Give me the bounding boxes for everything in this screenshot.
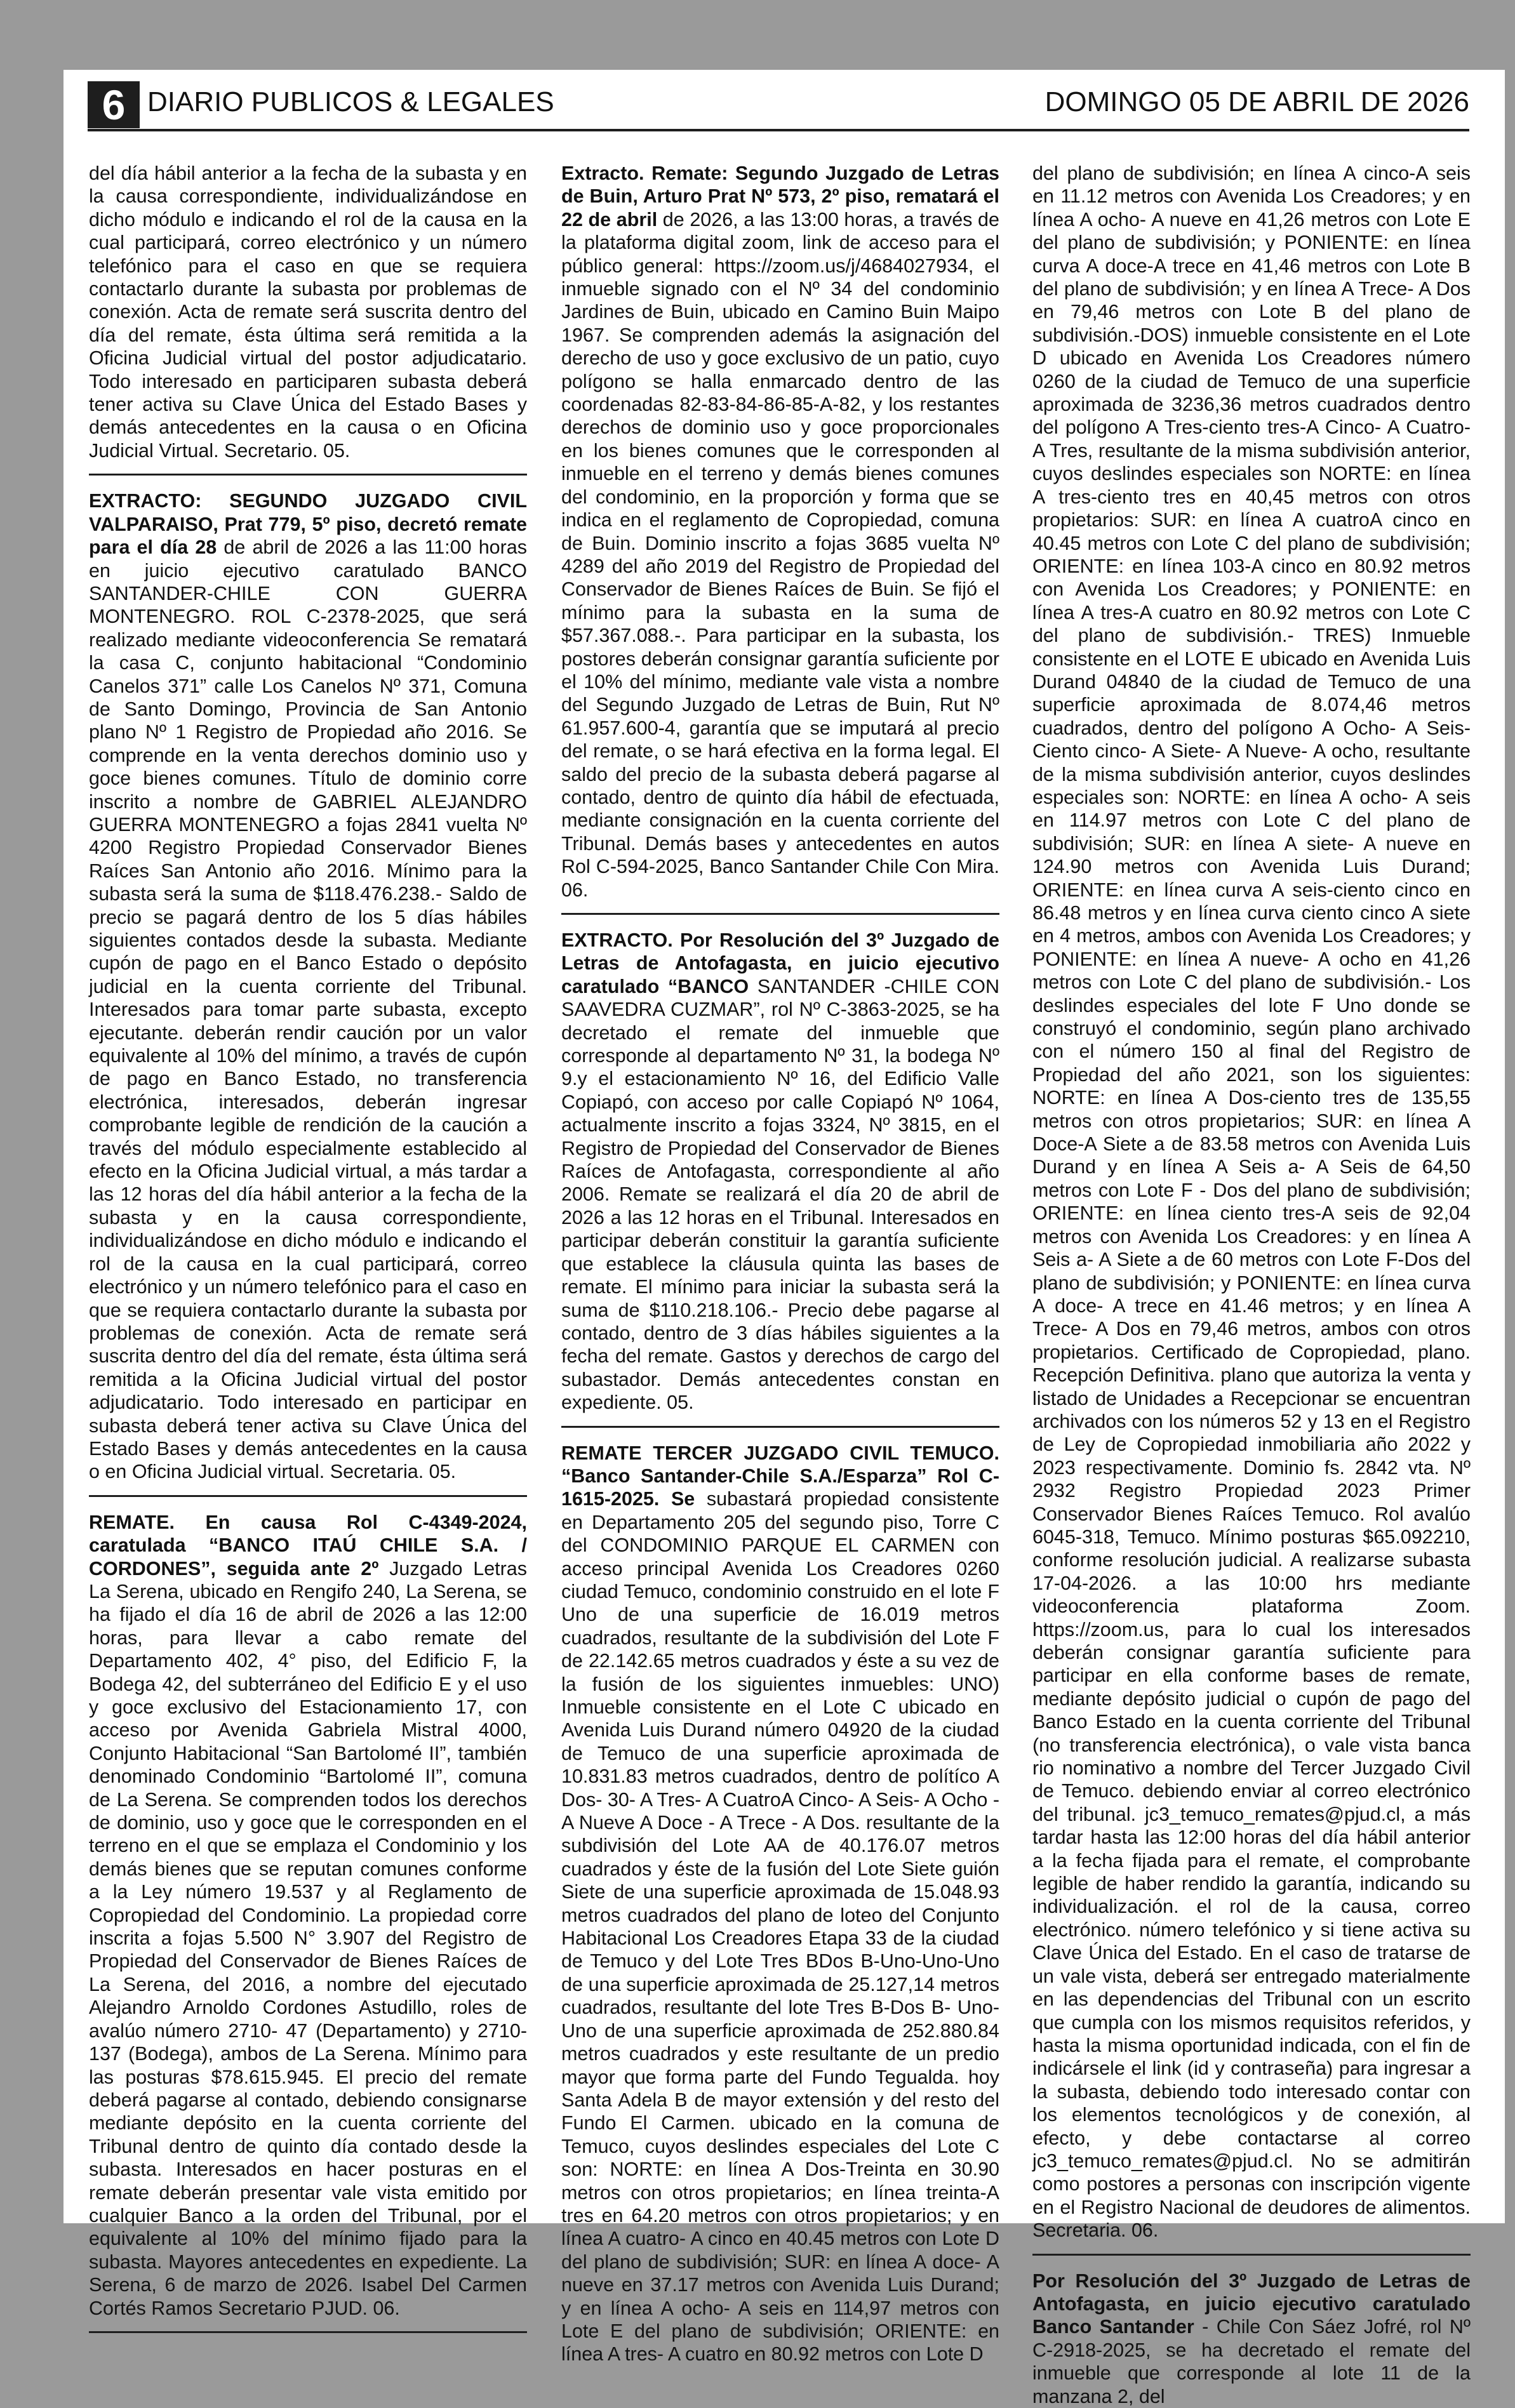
page-number: 6 xyxy=(88,81,140,128)
column-3 xyxy=(1032,162,1471,2407)
notice: REMATE TERCER JUZGADO CIVIL TEMUCO. “Banco Santander-Chile S.A./Esparza” Rol C-1615-2025. Se subastará propiedad consistente en Departamento 205 del segundo piso, Torre C del CONDOMINIO PARQUE EL CARMEN con acceso principal Avenida Los Creadores 0260 ciudad Temuco, condominio construido en el lote F Uno de una superficie de 16.019 metros cuadrados, resultante de la subdivisión del Lote F de 22.142.65 metros cuadrados y éste a su vez de la fusión de los siguientes inmuebles: UNO) Inmueble consistente en el Lote C ubicado en Avenida Luis Durand número 04920 de la ciudad de Temuco de una superficie aproximada de 10.831.83 metros cuadrados, dentro de polítíco A Dos- 30- A Tres- A CuatroA Cinco- A Seis- A Ocho - A Nueve A Doce - A Trece - A Dos. resultante de la subdivisión del Lote AA de 40.176.07 metros cuadrados y éste de la fusión del Lote Siete guión Siete de una superficie aproximada de 15.048.93 metros cuadrados del plano de loteo del Conjunto Habitacional Los Creadores Etapa 33 de la ciudad de Temuco y del Lote Tres BDos B-Uno-Uno-Uno de una superficie aproximada de 25.127,14 metros cuadrados, resultante del lote Tres B-Dos B- Uno- Uno de una superficie aproximada de 252.880.84 metros cuadrados y este resultante de un predio mayor que forma parte del Fundo Tegualda. hoy Santa Adela B de mayor extensión y del resto del Fundo El Carmen. ubicado en la comuna de Temuco, cuyos deslindes especiales del Lote C son: NORTE: en línea A Dos-Treinta en 30.90 metros con otros propietarios; en línea treinta-A tres en 64.20 metros con otros propietarios; y en línea A cuatro- A cinco en 40.45 metros con Lote D del plano de subdivisión; SUR: en línea A doce- A nueve en 37.17 metros con Avenida Luis Durand; y en línea A ocho- A seis en 114,97 metros con Lote E del plano de subdivisión; ORIENTE: en línea A tres- A cuatro en 80.92 metros con Lote D xyxy=(561,1442,999,2365)
publication-title: DIARIO PUBLICOS & LEGALES xyxy=(147,86,554,117)
notice-separator xyxy=(561,1426,999,1428)
publication-date: DOMINGO 05 DE ABRIL DE 2026 xyxy=(1044,86,1469,117)
notice: del plano de subdivisión; en línea A cinco-A seis en 11.12 metros con Avenida Los Creadores; y en línea A ocho- A nueve en 41,26 metros con Lote E del plano de subdivisión; y PONIENTE: en línea curva A doce-A trece en 41,46 metros con Lote B del plano de subdivisión; y en línea A Trece- A Dos en 79,46 metros con Lote B del plano de subdivisión.-DOS) inmueble consistente en el Lote D ubicado en Avenida Los Creadores número 0260 de la ciudad de Temuco de una superficie aproximada de 3236,36 metros cuadrados dentro del polígono A Tres-ciento tres-A Cinco- A Cuatro- A Tres, resultante de la misma subdivisión anterior, cuyos deslindes especiales son NORTE: en línea A tres-ciento tres en 40,45 metros con otros propietarios: SUR: en línea A cuatroA cinco en 40.45 metros con Lote C del plano de subdivisión; ORIENTE: en línea 103-A cinco en 80.92 metros con Avenida Los Creadores; y PONIENTE: en línea A tres-A cuatro en 80.92 metros con Lote C del plano de subdivisión.- TRES) Inmueble consistente en el LOTE E ubicado en Avenida Luis Durand 04840 de la ciudad de Temuco de una superficie aproximada de 8.074,46 metros cuadrados, dentro del polígono A Ocho- A Seis- Ciento cinco- A Siete- A Nueve- A ocho, resultante de la misma subdivisión anterior, cuyos deslindes especiales son: NORTE: en línea A ocho- A seis en 114.97 metros con Lote C del plano de subdivisión; SUR: en línea A siete- A nueve en 124.90 metros con Avenida Luis Durand; ORIENTE: en línea curva A seis-ciento cinco en 86.48 metros y en línea curva ciento cinco A siete en 4 metros, ambos con Avenida Los Creadores; y PONIENTE: en línea A nueve- A ocho en 41,26 metros con Lote C del plano de subdivisión.- Los deslindes especiales del lote F Uno donde se construyó el condominio, según plano archivado con el número 150 al final del Registro de Propiedad del año 2021, son los siguientes: NORTE: en línea A Dos-ciento tres de 135,55 metros con otros propietarios; SUR: en línea A Doce-A Siete a de 83.58 metros con Avenida Luis Durand y en línea A Seis a- A Seis de 64,50 metros con Lote F - Dos del plano de subdivisión; ORIENTE: en línea ciento tres-A seis de 92,04 metros con Avenida Los Creadores: y en línea A Seis a- A Siete a de 60 metros con Lote F-Dos del plano de subdivisión; y PONIENTE: en línea curva A doce- A trece en 41.46 metros; y en línea A Trece- A Dos en 79,46 metros, ambos con otros propietarios. Certificado de Copropiedad, plano. Recepción Definitiva. plano que autoriza la venta y listado de Unidades a Recepcionar se encuentran archivados con los números 52 y 13 en el Registro de Ley de Copropiedad inmobiliaria año 2022 y 2023 respectivamente. Dominio fs. 2842 vta. Nº 2932 Registro Propiedad 2023 Primer Conservador Bienes Raíces Temuco. Rol avalúo 6045-318, Temuco. Mínimo posturas $65.092210, conforme resolución judicial. A realizarse subasta 17-04-2026. a las 10:00 hrs mediante videoconferencia plataforma Zoom. https://zoom.us, para lo cual los interesados deberán consignar garantía suficiente para participar en ella conforme bases de remate, mediante depósito judicial o cupón de pago del Banco Estado en la cuenta corriente del Tribunal (no transferencia electrónica), o vale vista banca rio nominativo a nombre del Tercer Juzgado Civil de Temuco. debiendo enviar al correo electrónico del tribunal. jc3_temuco_remates@pjud.cl, a más tardar hasta las 12:00 horas del día hábil anterior a la fecha fijada para el remate, el comprobante legible de haber rendido la garantía, indicando su individualización. el rol de la causa, correo electrónico. número telefónico y si tiene activa su Clave Única del Estado. En el caso de tratarse de un vale vista, deberá ser entregado materialmente en las dependencias del Tribunal con un escrito que cumpla con los mismos requisitos referidos, y hasta la misma oportunidad indicada, con el fin de indicársele el link (id y contraseña) para ingresar a la subasta, debiendo todo interesado contar con los elementos tecnológicos y de conexión, al efecto, y debe contactarse al correo jc3_temuco_remates@pjud.cl. No se admitirán como postores a personas con inscripción vigente en el Registro Nacional de deudores de alimentos. Secretaria. 06. xyxy=(1032,163,1471,2242)
column-1 xyxy=(89,162,528,2319)
notice: REMATE. En causa Rol C-4349-2024, caratulada “BANCO ITAÚ CHILE S.A. / CORDONES”, seguida ante 2º Juzgado Letras La Serena, ubicado en Rengifo 240, La Serena, se ha fijado el día 16 de abril de 2026 a las 12:00 horas, para llevar a cabo remate del Departamento 402, 4° piso, del Edificio F, la Bodega 42, del subterráneo del Edificio E y el uso y goce exclusivo del Estacionamiento 17, con acceso por Avenida Gabriela Mistral 4000, Conjunto Habitacional “San Bartolomé II”, también denominado Condominio “Bartolomé II”, comuna de La Serena. Se comprenden todos los derechos de dominio, uso y goce que le corresponden en el terreno en el que se emplaza el Condominio y los demás bienes que se reputan comunes conforme a la Ley número 19.537 y al Reglamento de Copropiedad del Condominio. La propiedad corre inscrita a fojas 5.500 N° 3.907 del Registro de Propiedad del Conservador de Bienes Raíces de La Serena, del 2016, a nombre del ejecutado Alejandro Arnoldo Cordones Astudillo, roles de avalúo número 2710- 47 (Departamento) y 2710-137 (Bodega), ambos de La Serena. Mínimo para las posturas $78.615.945. El precio del remate deberá pagarse al contado, debiendo consignarse mediante depósito en la cuenta corriente del Tribunal dentro de quinto día contado desde la subasta. Interesados en hacer posturas en el remate deberán presentar vale vista emitido por cualquier Banco a la orden del Tribunal, por el equivalente al 10% del mínimo fijado para la subasta. Mayores antecedentes en expediente. La Serena, 6 de marzo de 2026. Isabel Del Carmen Cortés Ramos Secretario PJUD. 06. xyxy=(89,1511,528,2319)
notice-separator xyxy=(89,2331,527,2333)
column-2 xyxy=(561,162,1000,2365)
notice-separator xyxy=(1032,2254,1471,2256)
notice: Extracto. Remate: Segundo Juzgado de Letras de Buin, Arturo Prat Nº 573, 2º piso, rematará el 22 de abril de 2026, a las 13:00 horas, a través de la plataforma digital zoom, link de acceso para el público general: https://zoom.us/j/4684027934, el inmueble signado con el Nº 34 del condominio Jardines de Buin, ubicado en Camino Buin Maipo 1967. Se comprenden además la asignación del derecho de uso y goce exclusivo de un patio, cuyo polígono se halla enmarcado dentro de las coordenadas 82-83-84-86-85-A-82, y los restantes derechos de dominio uso y goce proporcionales en los bienes comunes que le corresponden al inmueble en el terreno y demás bienes comunes del condominio, en la proporción y forma que se indica en el reglamento de Copropiedad, comuna de Buin. Dominio inscrito a fojas 3685 vuelta Nº 4289 del año 2019 del Registro de Propiedad del Conservador de Bienes Raíces de Buin. Se fijó el mínimo para la subasta en la suma de $57.367.088.-. Para participar en la subasta, los postores deberán consignar garantía suficiente por el 10% del mínimo, mediante vale vista a nombre del Segundo Juzgado de Letras de Buin, Rut Nº 61.957.600-4, garantía que se imputará al precio del remate, o se hará efectiva en la forma legal. El saldo del precio de la subasta deberá pagarse al contado, dentro de quinto día hábil de efectuada, mediante consignación en la cuenta corriente del Tribunal. Demás bases y antecedentes en autos Rol C-594-2025, Banco Santander Chile Con Mira. 06. xyxy=(561,163,999,901)
notice-separator xyxy=(89,1495,527,1497)
page-header xyxy=(0,0,1515,136)
notice-separator xyxy=(561,913,999,915)
notice-separator xyxy=(89,474,527,476)
notice: EXTRACTO. Por Resolución del 3º Juzgado de Letras de Antofagasta, en juicio ejecutivo caratulado “BANCO SANTANDER -CHILE CON SAAVEDRA CUZMAR”, rol Nº C-3863-2025, se ha decretado el remate del inmueble que corresponde al departamento Nº 31, la bodega Nº 9.y el estacionamiento Nº 16, del Edificio Valle Copiapó, con acceso por calle Copiapó Nº 1064, actualmente inscrito a fojas 3324, Nº 3815, en el Registro de Propiedad del Conservador de Bienes Raíces de Antofagasta, correspondiente al año 2006. Remate se realizará el día 20 de abril de 2026 a las 12 horas en el Tribunal. Interesados en participar deberán constituir la garantía suficiente que establece la cláusula quinta las bases de remate. El mínimo para iniciar la subasta será la suma de $110.218.106.- Precio debe pagarse al contado, dentro de 3 días hábiles siguientes a la fecha del remate. Gastos y derechos de cargo del subastador. Demás antecedentes constan en expediente. 05. xyxy=(561,929,1000,1414)
notice: EXTRACTO: SEGUNDO JUZGADO CIVIL VALPARAISO, Prat 779, 5º piso, decretó remate para el día 28 de abril de 2026 a las 11:00 horas en juicio ejecutivo caratulado BANCO SANTANDER-CHILE CON GUERRA MONTENEGRO. ROL C-2378-2025, que será realizado mediante videoconferencia Se rematará la casa C, conjunto habitacional “Condominio Canelos 371” calle Los Canelos Nº 371, Comuna de Santo Domingo, Provincia de San Antonio plano Nº 1 Registro de Propiedad año 2016. Se comprende en la venta derechos dominio uso y goce bienes comunes. Título de dominio corre inscrito a nombre de GABRIEL ALEJANDRO GUERRA MONTENEGRO a fojas 2841 vuelta Nº 4200 Registro Propiedad Conservador Bienes Raíces San Antonio año 2016. Mínimo para la subasta será la suma de $118.476.238.- Saldo de precio se pagará dentro de los 5 días hábiles siguientes contados desde la subasta. Mediante cupón de pago en el Banco Estado o depósito judicial en la cuenta corriente del Tribunal. Interesados para tomar parte subasta, excepto ejecutante. deberán rendir caución por un valor equivalente al 10% del mínimo, a través de cupón de pago en Banco Estado, no transferencia electrónica, interesados, deberán ingresar comprobante legible de rendición de la caución a través del módulo especialmente establecido al efecto en la Oficina Judicial virtual, a más tardar a las 12 horas del día hábil anterior a la fecha de la subasta y en la causa correspondiente, individualizándose en dicho módulo e indicando el rol de la causa en la cual participará, correo electrónico y un número telefónico para el caso en que se requiera contactarlo durante la subasta por problemas de conexión. Acta de remate será suscrita dentro del día del remate, ésta última será remitida a la Oficina Judicial virtual del postor adjudicatario. Todo interesado en participar en subasta deberá tener activa su Clave Única del Estado Bases y demás antecedentes en la causa o en Oficina Judicial virtual. Secretaria. 05. xyxy=(89,490,527,1483)
notice: del día hábil anterior a la fecha de la subasta y en la causa correspondiente, individualizándose en dicho módulo e indicando el rol de la causa en la cual participará, correo electrónico y un número telefónico para el caso en que se requiera contactarlo durante la subasta por problemas de conexión. Acta de remate será suscrita dentro del día del remate, ésta última será remitida a la Oficina Judicial virtual del postor adjudicatario. Todo interesado en participaren subasta deberá tener activa su Clave Única del Estado Bases y demás antecedentes en la causa o en Oficina Judicial Virtual. Secretario. 05. xyxy=(89,163,527,462)
header-rule xyxy=(88,129,1469,131)
notice: Por Resolución del 3º Juzgado de Letras de Antofagasta, en juicio ejecutivo caratulado Banco Santander - Chile Con Sáez Jofré, rol Nº C-2918-2025, se ha decretado el remate del inmueble que corresponde al lote 11 de la manzana 2, del xyxy=(1032,2270,1471,2407)
